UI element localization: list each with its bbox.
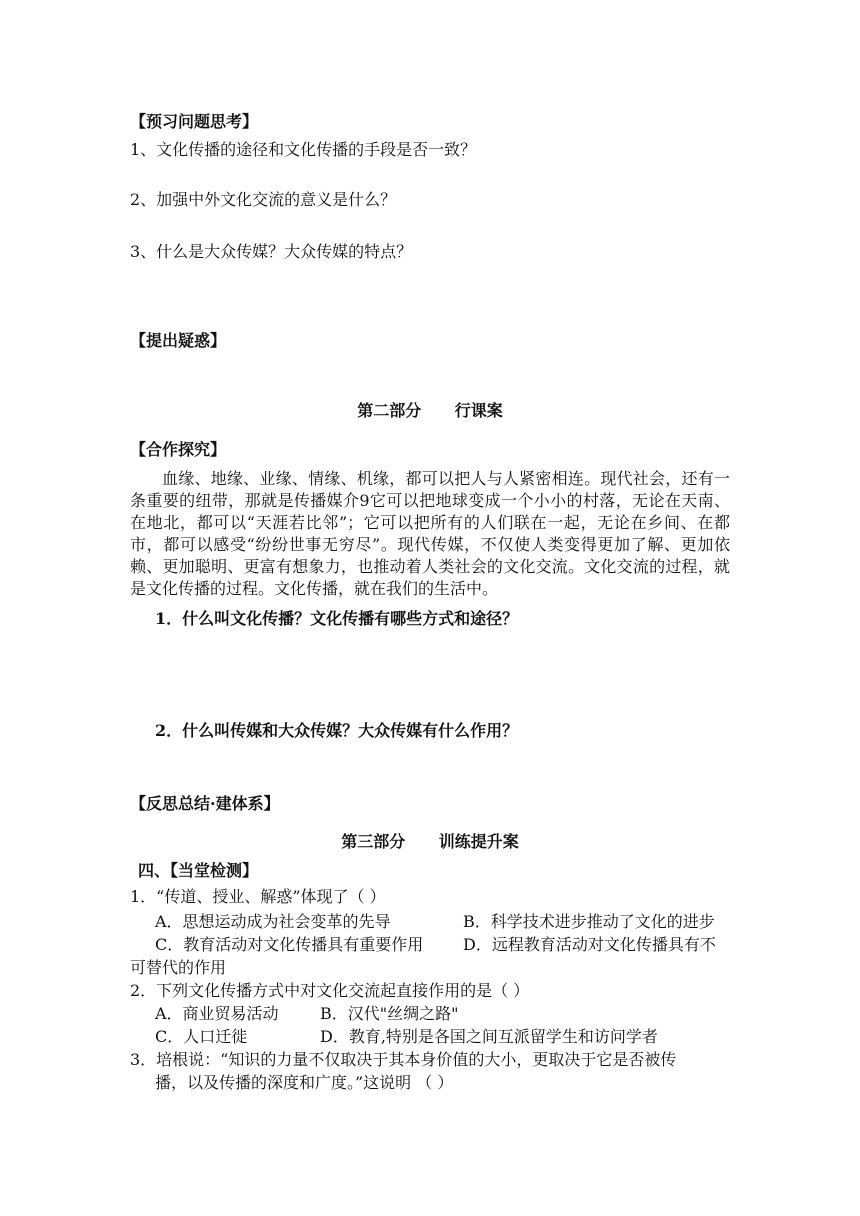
inquiry-question-2: 2．什么叫传媒和大众传媒？大众传媒有什么作用？ xyxy=(155,721,519,740)
test-q3-cont: 播，以及传播的深度和广度。”这说明 （ ） xyxy=(155,1073,454,1092)
test-q2-option-d: D．教育,特别是各国之间互派留学生和访问学者 xyxy=(320,1027,658,1046)
test-q1-option-d: D．远程教育活动对文化传播具有不 xyxy=(463,935,716,954)
reflect-heading: 【反思总结·建体系】 xyxy=(130,794,280,813)
test-heading: 四、【当堂检测】 xyxy=(138,861,259,880)
part2-title: 第二部分 行课案 xyxy=(357,401,503,420)
test-q2-option-a: A．商业贸易活动 xyxy=(155,1004,279,1023)
test-q1: 1．“传道、授业、解惑”体现了（ ） xyxy=(130,887,386,906)
test-q2-option-c: C．人口迁徙 xyxy=(155,1027,248,1046)
doubts-heading: 【提出疑惑】 xyxy=(130,331,227,350)
reading-paragraph: 血缘、地缘、业缘、情缘、机缘，都可以把人与人紧密相连。现代社会，还有一条重要的纽带，那就是传播媒介9它可以把地球变成一个小小的村落，无论在天南、在地北，都可以“天涯若比邻”；它可以把所有的人们联在一起，无论在乡间、在都市，都可以感受“纷纷世事无穷尽”。现代传媒，不仅使人类变得更加了解、更加依赖、更加聪明、更富有想象力，也推动着人类社会的文化交流。文化交流的过程，就是文化传播的过程。文化传播，就在我们的生活中。 xyxy=(130,469,730,598)
preview-question-2: 2、加强中外文化交流的意义是什么？ xyxy=(130,190,397,209)
test-q2: 2．下列文化传播方式中对文化交流起直接作用的是（ ） xyxy=(130,981,530,1000)
test-q1-option-d-cont: 可替代的作用 xyxy=(130,958,227,977)
test-q1-option-a: A．思想运动成为社会变革的先导 xyxy=(155,912,391,931)
preview-question-3: 3、什么是大众传媒？大众传媒的特点？ xyxy=(130,242,413,261)
test-q3: 3．培根说：“知识的力量不仅取决于其本身价值的大小，更取决于它是否被传 xyxy=(130,1050,677,1069)
preview-question-1: 1、文化传播的途径和文化传播的手段是否一致？ xyxy=(130,140,477,159)
test-q2-option-b: B．汉代"丝绸之路" xyxy=(320,1004,459,1023)
preview-heading: 【预习问题思考】 xyxy=(130,112,259,131)
inquiry-question-1: 1．什么叫文化传播？文化传播有哪些方式和途径？ xyxy=(155,609,519,628)
test-q1-option-c: C．教育活动对文化传播具有重要作用 xyxy=(155,935,424,954)
cooperation-heading: 【合作探究】 xyxy=(130,440,227,459)
test-q1-option-b: B．科学技术进步推动了文化的进步 xyxy=(463,912,715,931)
part3-title: 第三部分 训练提升案 xyxy=(341,832,519,851)
